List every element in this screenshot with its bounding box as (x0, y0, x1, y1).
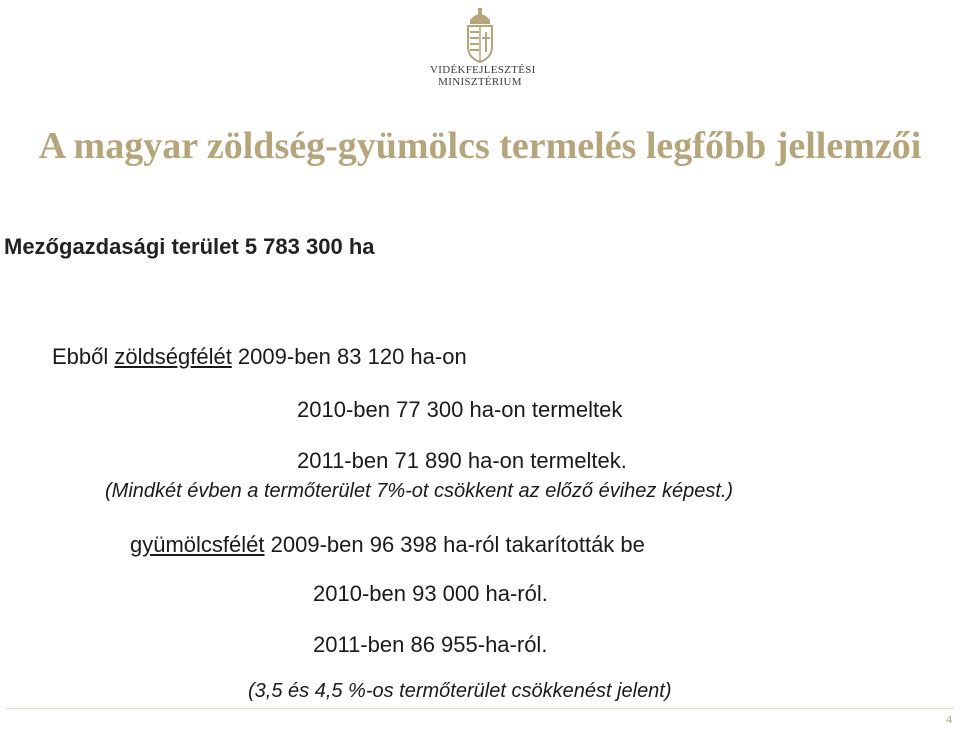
fruit-keyword: gyümölcsfélét (130, 532, 265, 557)
vegetable-line-2010: 2010-ben 77 300 ha-on termeltek (297, 397, 623, 422)
vegetable-keyword: zöldségfélét (114, 344, 232, 369)
ministry-logo (430, 6, 536, 98)
fruit-line-2009 (130, 532, 645, 558)
footer-divider (6, 708, 954, 709)
agricultural-area-heading: Mezőgazdasági terület 5 783 300 ha (4, 234, 375, 259)
fruit-line-2010: 2010-ben 93 000 ha-ról. (313, 581, 548, 606)
page-title: A magyar zöldség-gyümölcs termelés legfőbb jellemzői (38, 125, 922, 167)
vegetable-note: (Mindkét évben a termőterület 7%-ot csökkent az előző évihez képest.) (105, 480, 734, 502)
vegetable-line-2011: 2011-ben 71 890 ha-on termeltek. (297, 448, 627, 473)
vegetable-line-2009 (52, 344, 467, 370)
page-number: 4 (946, 712, 952, 726)
fruit-note: (3,5 és 4,5 %-os termőterület csökkenést jelent) (248, 680, 672, 702)
vegetable-2009-text: 2009-ben 83 120 ha-on (231, 344, 467, 369)
coat-of-arms-icon (464, 6, 496, 64)
ministry-name-line2: MINISZTÉRIUM (438, 76, 522, 88)
fruit-line-2011: 2011-ben 86 955-ha-ról. (313, 632, 548, 657)
ministry-name-line1: VIDÉKFEJLESZTÉSI (430, 64, 536, 76)
fruit-2009-text: 2009-ben 96 398 ha-ról takarították be (264, 532, 645, 557)
vegetable-prefix: Ebből (52, 344, 115, 369)
